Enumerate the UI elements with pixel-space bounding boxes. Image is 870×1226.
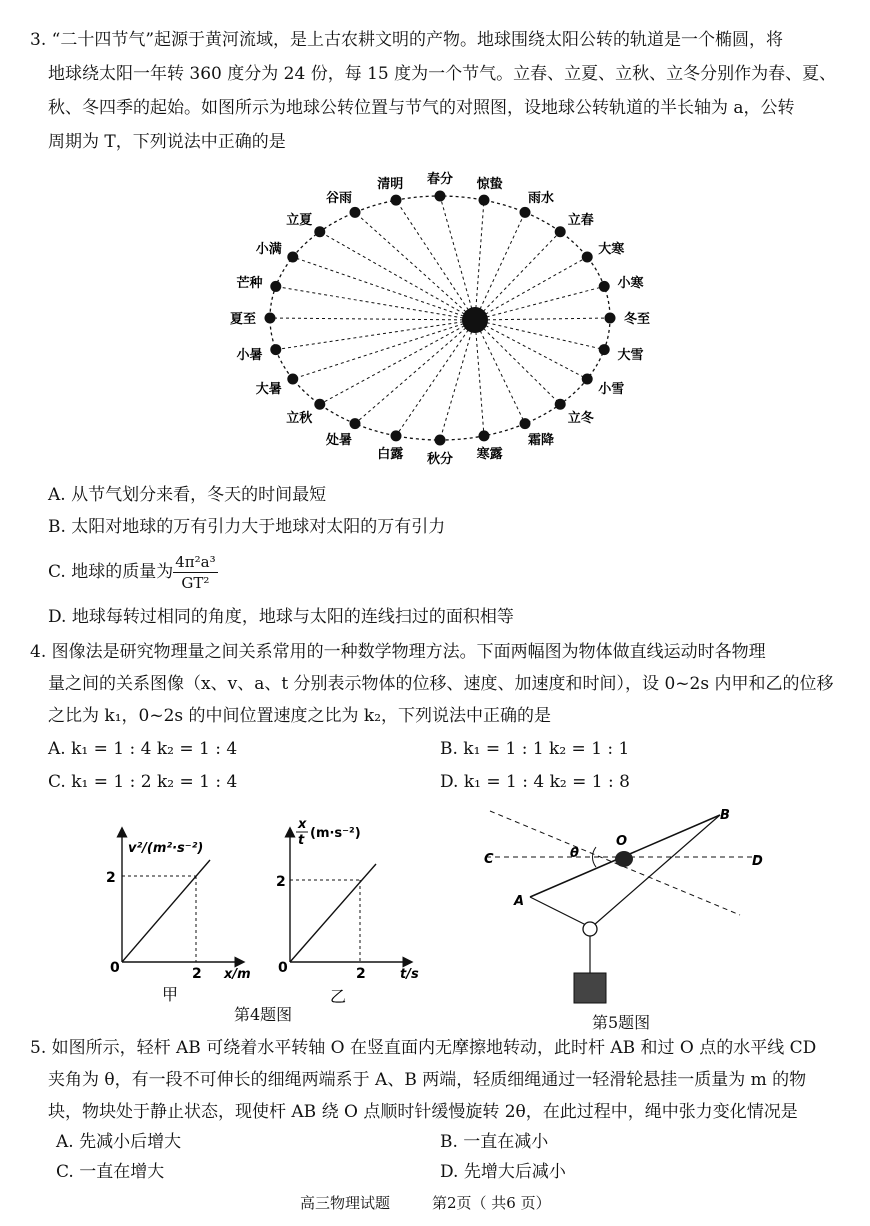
q4-line-2: 量之间的关系图像（x、v、a、t 分别表示物体的位移、速度、加速度和时间），设 0~2s 内甲和乙的位移 [48, 674, 834, 694]
term-dot [435, 435, 446, 446]
q5-option-a: A. 先减小后增大 [56, 1132, 182, 1152]
term-label: 大雪 [617, 348, 644, 364]
q5-line-3: 块，物块处于静止状态，现使杆 AB 绕 O 点顺时针缓慢旋转 2θ，在此过程中，绳中张力变化情况是 [48, 1102, 798, 1122]
term-ray [475, 257, 587, 320]
term-dot [582, 374, 593, 385]
graph-yi-ylabel-unit: (m·s⁻²) [310, 826, 361, 841]
q4-option-a: A. k₁ = 1 : 4 k₂ = 1 : 4 [48, 739, 238, 759]
q3-option-c-label: C. 地球的质量为 [48, 562, 174, 582]
term-label: 小雪 [598, 382, 625, 397]
solar-terms-diagram [0, 165, 870, 475]
q3-option-b: B. 太阳对地球的万有引力大于地球对太阳的万有引力 [48, 517, 446, 537]
term-dot [555, 399, 566, 410]
term-ray [475, 286, 604, 320]
pivot-o-icon [615, 851, 633, 867]
term-label: 雨水 [528, 190, 555, 206]
term-dot [265, 313, 276, 324]
q5-line-1: 5. 如图所示，轻杆 AB 可绕着水平转轴 O 在竖直面内无摩擦地转动，此时杆 AB 和过 O 点的水平线 CD [30, 1038, 817, 1058]
term-label: 大暑 [255, 382, 282, 397]
graph-jia-xlabel: x/m [224, 967, 251, 982]
term-label: 处暑 [325, 433, 352, 449]
term-ray [475, 320, 587, 379]
term-ray [475, 320, 484, 436]
label-theta: θ [570, 846, 579, 861]
term-dot [350, 207, 361, 218]
graph-yi-ylabel-num: x [298, 817, 307, 832]
graph-yi-caption: 乙 [330, 987, 347, 1006]
label-c: C [484, 852, 494, 867]
term-ray [270, 318, 475, 320]
graph-yi-ytick: 2 [276, 874, 286, 890]
term-label: 夏至 [229, 312, 256, 327]
q3-line-1: 3. “二十四节气”起源于黄河流域，是上古农耕文明的产物。地球围绕太阳公转的轨道是一个椭圆，将 [30, 30, 784, 50]
term-ray [276, 320, 475, 350]
term-ray [320, 320, 475, 404]
q4-option-d: D. k₁ = 1 : 4 k₂ = 1 : 8 [440, 772, 630, 792]
term-dot [599, 344, 610, 355]
term-label: 霜降 [528, 433, 555, 449]
term-dot [270, 281, 281, 292]
label-o: O [616, 834, 628, 849]
label-b: B [720, 808, 730, 823]
term-label: 秋分 [426, 452, 454, 467]
term-dot [582, 252, 593, 263]
term-dot [350, 418, 361, 429]
q4-option-b: B. k₁ = 1 : 1 k₂ = 1 : 1 [440, 739, 630, 759]
q3-option-a: A. 从节气划分来看，冬天的时间最短 [48, 485, 327, 505]
footer-subject: 高三物理试题 [300, 1194, 391, 1212]
graph-jia-line [122, 860, 210, 962]
term-dot [555, 226, 566, 237]
term-label: 立冬 [567, 410, 594, 426]
term-label: 立春 [567, 213, 594, 229]
term-label: 清明 [377, 176, 404, 192]
term-dot [605, 313, 616, 324]
graph-jia-caption: 甲 [162, 985, 179, 1004]
term-ray [293, 257, 475, 320]
rope-b [594, 815, 720, 925]
term-labels [230, 171, 650, 467]
term-dot [287, 252, 298, 263]
graph-yi-ylabel-den: t [298, 833, 305, 848]
label-d: D [752, 854, 763, 869]
graph-jia-ylabel: v²/(m²·s⁻²) [128, 841, 204, 856]
q4-line-1: 4. 图像法是研究物理量之间关系常用的一种数学物理方法。下面两幅图为物体做直线运动时各物理 [30, 642, 766, 662]
q3-line-2: 地球绕太阳一年转 360 度分为 24 份，每 15 度为一个节气。立春、立夏、立秋、立冬分别作为春、夏、 [48, 64, 837, 84]
term-label: 白露 [377, 447, 404, 463]
term-dot [520, 207, 531, 218]
q3-option-d: D. 地球每转过相同的角度，地球与太阳的连线扫过的面积相等 [48, 607, 514, 627]
term-ray [276, 286, 475, 320]
sun-icon [462, 307, 488, 333]
graph-yi-line [290, 864, 376, 962]
q4-option-c: C. k₁ = 1 : 2 k₂ = 1 : 4 [48, 772, 238, 792]
term-label: 惊蛰 [476, 176, 503, 192]
term-label: 小满 [255, 242, 282, 257]
graph-yi-xlabel: t/s [400, 967, 419, 982]
formula-numerator: 4π²a³ [175, 553, 216, 571]
term-label: 立夏 [286, 213, 313, 229]
q3-option-c [48, 552, 218, 593]
term-ray [293, 320, 475, 379]
rope-a [530, 897, 586, 925]
graph-jia [100, 812, 260, 1012]
term-dot [314, 226, 325, 237]
term-dot [599, 281, 610, 292]
term-ray [396, 200, 475, 320]
term-label: 冬至 [624, 312, 651, 327]
term-label: 立秋 [286, 410, 313, 426]
term-ray [475, 212, 525, 320]
term-dot [520, 418, 531, 429]
term-dot [435, 191, 446, 202]
rotated-rod-dashed [490, 811, 740, 915]
q4-line-3: 之比为 k₁，0~2s 的中间位置速度之比为 k₂，下列说法中正确的是 [48, 706, 552, 726]
term-ray [475, 320, 560, 404]
term-dot [478, 430, 489, 441]
term-ray [475, 320, 525, 424]
graph-jia-xtick: 2 [192, 966, 202, 982]
q5-option-c: C. 一直在增大 [56, 1162, 165, 1182]
graph-yi-origin: 0 [278, 960, 288, 976]
mass-formula [173, 552, 217, 593]
term-ray [440, 196, 475, 320]
term-label: 小暑 [236, 348, 263, 364]
label-a: A [514, 894, 525, 909]
graph-jia-ytick: 2 [106, 870, 116, 886]
q5-line-2: 夹角为 θ，有一段不可伸长的细绳两端系于 A、B 两端，轻质细绳通过一轻滑轮悬挂一质量为 m 的物 [48, 1070, 807, 1090]
term-label: 芒种 [236, 275, 263, 291]
formula-denominator: GT² [181, 574, 210, 592]
term-ray [475, 232, 560, 320]
term-label: 大寒 [598, 242, 625, 257]
graph-yi-xtick: 2 [356, 966, 366, 982]
term-dot [478, 195, 489, 206]
term-label: 寒露 [476, 447, 503, 463]
term-label: 小寒 [617, 275, 644, 291]
term-dot [270, 344, 281, 355]
term-dot [287, 374, 298, 385]
q5-figure [470, 805, 790, 1020]
term-label: 谷雨 [325, 190, 352, 206]
term-ray [475, 320, 604, 350]
footer-page: 第2页（ 共6 页） [432, 1194, 551, 1212]
q5-figure-caption: 第5题图 [592, 1013, 651, 1032]
block-icon [574, 973, 606, 1003]
term-dot [391, 195, 402, 206]
term-ray [475, 318, 610, 320]
q3-line-3: 秋、冬四季的起始。如图所示为地球公转位置与节气的对照图，设地球公转轨道的半长轴为 a，公转 [48, 98, 795, 118]
graph-jia-origin: 0 [110, 960, 120, 976]
term-ray [475, 200, 484, 320]
pulley-icon [583, 922, 597, 936]
term-ray [440, 320, 475, 440]
graph-yi [268, 812, 438, 1012]
term-dot [391, 430, 402, 441]
q4-figure-caption: 第4题图 [234, 1005, 293, 1024]
term-label: 春分 [426, 172, 454, 187]
term-dot [314, 399, 325, 410]
q5-option-b: B. 一直在减小 [440, 1132, 549, 1152]
term-ray [396, 320, 475, 436]
q3-line-4: 周期为 T，下列说法中正确的是 [48, 132, 286, 152]
q5-option-d: D. 先增大后减小 [440, 1162, 566, 1182]
